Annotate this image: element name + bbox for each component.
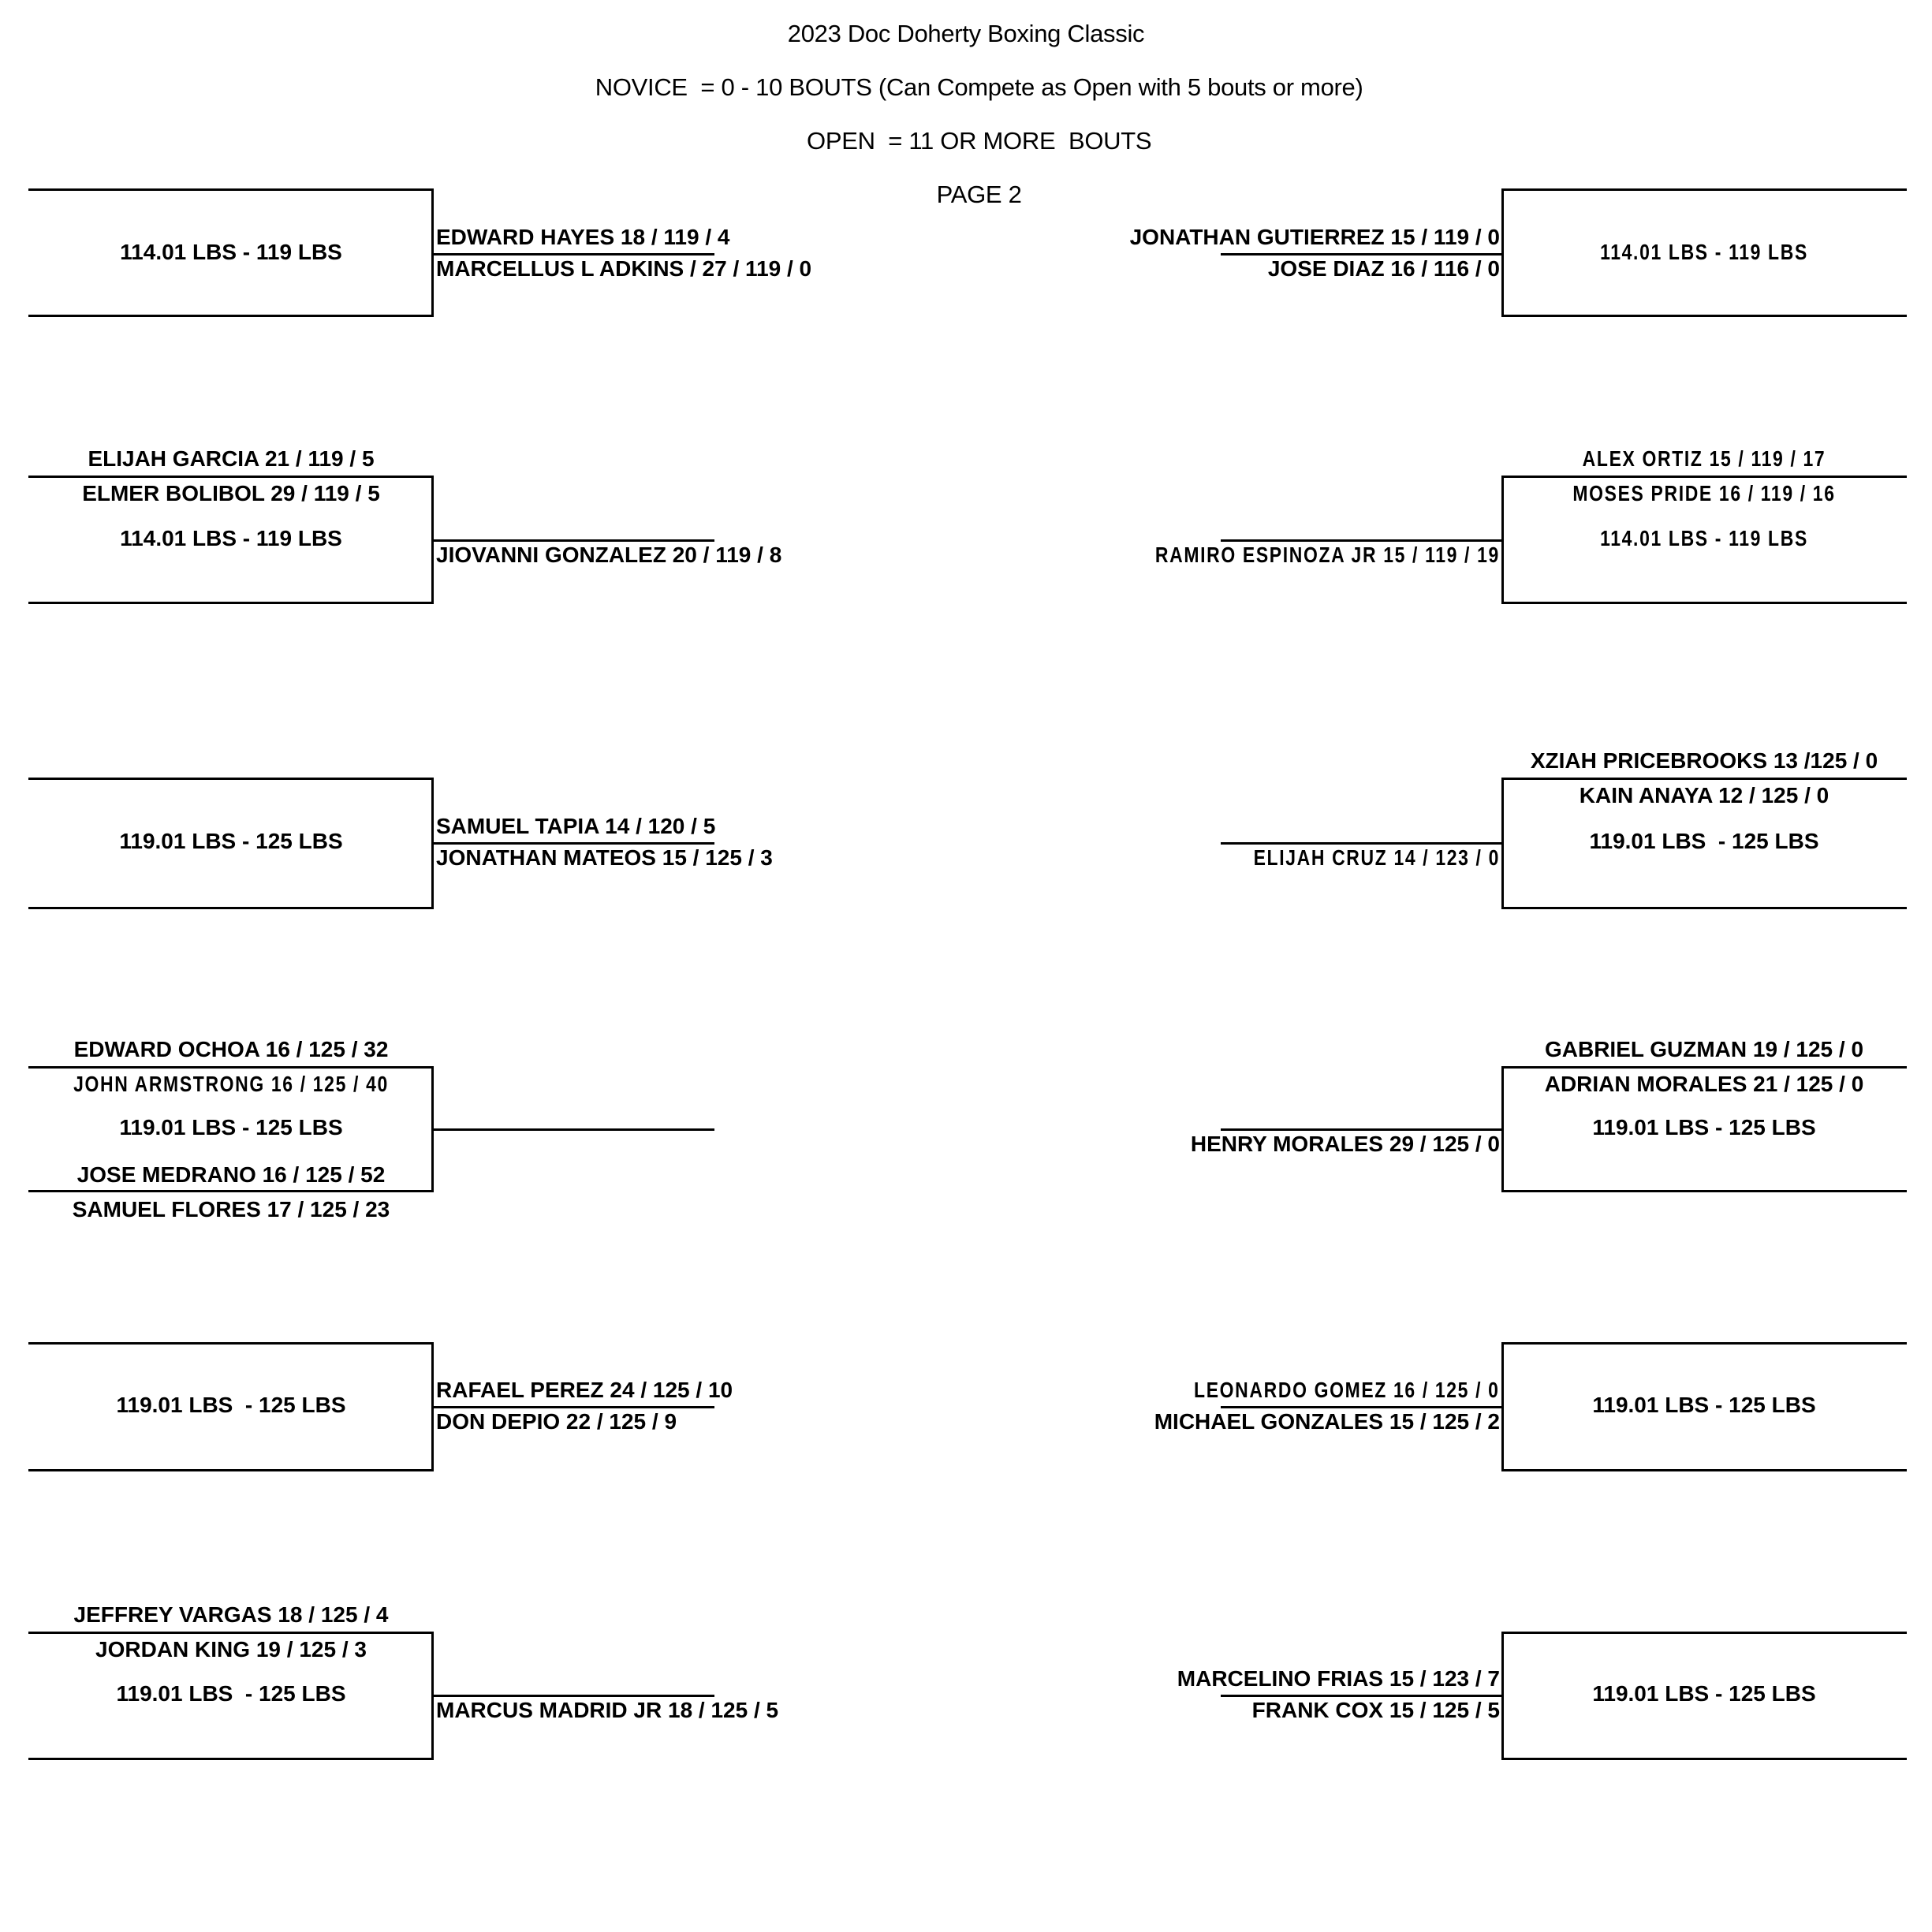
bracket-line-r3 (1221, 842, 1501, 845)
boxer-name-l2-above: ELIJAH GARCIA 21 / 119 / 5 (88, 446, 375, 471)
boxer-name-l2-winner: JIOVANNI GONZALEZ 20 / 119 / 8 (436, 543, 782, 567)
boxer-name-r1-top: JONATHAN GUTIERREZ 15 / 119 / 0 (1129, 225, 1500, 249)
boxer-name-l3-bottom: JONATHAN MATEOS 15 / 125 / 3 (436, 845, 773, 870)
novice-rule-text: NOVICE = 0 - 10 BOUTS (Can Compete as Open with 5 bouts or more) (595, 73, 1363, 101)
boxer-name-r2-winner: RAMIRO ESPINOZA JR 15 / 119 / 19 (1155, 543, 1500, 567)
boxer-name-r6-bottom: FRANK COX 15 / 125 / 5 (1251, 1698, 1500, 1722)
boxer-name-l3-top: SAMUEL TAPIA 14 / 120 / 5 (436, 814, 716, 838)
boxer-name-l4-above: EDWARD OCHOA 16 / 125 / 32 (73, 1037, 389, 1061)
weight-label-l3: 119.01 LBS - 125 LBS (119, 829, 343, 853)
weight-label-l2: 114.01 LBS - 119 LBS (120, 526, 342, 550)
bracket-line-l1 (434, 253, 714, 255)
event-title: 2023 Doc Doherty Boxing Classic (787, 20, 1145, 47)
boxer-name-r3-above: XZIAH PRICEBROOKS 13 /125 / 0 (1530, 748, 1878, 773)
weight-label-r5: 119.01 LBS - 125 LBS (1592, 1393, 1816, 1417)
boxer-name-r5-top: LEONARDO GOMEZ 16 / 125 / 0 (1194, 1378, 1500, 1402)
bracket-line-l2 (434, 539, 714, 542)
boxer-name-l4-below: SAMUEL FLORES 17 / 125 / 23 (72, 1197, 390, 1221)
weight-label-l4: 119.01 LBS - 125 LBS (119, 1115, 343, 1139)
boxer-name-l4-inside: JOHN ARMSTRONG 16 / 125 / 40 (73, 1072, 389, 1096)
bracket-line-r2 (1221, 539, 1501, 542)
bracket-line-r5 (1221, 1406, 1501, 1408)
boxer-name-r1-bottom: JOSE DIAZ 16 / 116 / 0 (1267, 256, 1500, 281)
weight-label-r3: 119.01 LBS - 125 LBS (1589, 829, 1819, 853)
page-number: PAGE 2 (936, 181, 1022, 208)
boxer-name-l6-above: JEFFREY VARGAS 18 / 125 / 4 (73, 1602, 389, 1627)
boxer-name-l4-inside-bottom: JOSE MEDRANO 16 / 125 / 52 (76, 1162, 386, 1187)
boxer-name-r4-above: GABRIEL GUZMAN 19 / 125 / 0 (1544, 1037, 1864, 1061)
weight-label-r1: 114.01 LBS - 119 LBS (1600, 240, 1808, 264)
boxer-name-r4-winner: HENRY MORALES 29 / 125 / 0 (1190, 1132, 1500, 1156)
bracket-line-l5 (434, 1406, 714, 1408)
boxer-name-r3-inside: KAIN ANAYA 12 / 125 / 0 (1579, 783, 1829, 807)
weight-label-r2: 114.01 LBS - 119 LBS (1600, 526, 1808, 550)
bracket-line-l6 (434, 1695, 714, 1697)
bracket-line-l3 (434, 842, 714, 845)
boxer-name-l5-top: RAFAEL PEREZ 24 / 125 / 10 (436, 1378, 733, 1402)
boxer-name-l6-winner: MARCUS MADRID JR 18 / 125 / 5 (436, 1698, 779, 1722)
open-rule-text: OPEN = 11 OR MORE BOUTS (807, 127, 1152, 155)
boxer-name-l6-inside: JORDAN KING 19 / 125 / 3 (95, 1637, 367, 1662)
weight-label-r6: 119.01 LBS - 125 LBS (1592, 1681, 1816, 1706)
boxer-name-r2-above: ALEX ORTIZ 15 / 119 / 17 (1582, 446, 1826, 471)
boxer-name-l2-inside: ELMER BOLIBOL 29 / 119 / 5 (82, 481, 380, 505)
bracket-line-r1 (1221, 253, 1501, 255)
weight-label-l1: 114.01 LBS - 119 LBS (120, 240, 342, 264)
boxer-name-r2-inside: MOSES PRIDE 16 / 119 / 16 (1572, 481, 1836, 505)
boxer-name-r4-inside: ADRIAN MORALES 21 / 125 / 0 (1544, 1072, 1864, 1096)
boxer-name-l1-top: EDWARD HAYES 18 / 119 / 4 (436, 225, 730, 249)
bracket-line-l4 (434, 1128, 714, 1131)
boxer-name-r6-top: MARCELINO FRIAS 15 / 123 / 7 (1177, 1666, 1500, 1691)
weight-label-r4: 119.01 LBS - 125 LBS (1592, 1115, 1816, 1139)
bracket-line-r4 (1221, 1128, 1501, 1131)
weight-label-l5: 119.01 LBS - 125 LBS (116, 1393, 346, 1417)
bracket-line-r6 (1221, 1695, 1501, 1697)
boxer-name-l1-bottom: MARCELLUS L ADKINS / 27 / 119 / 0 (436, 256, 812, 281)
boxer-name-l5-bottom: DON DEPIO 22 / 125 / 9 (436, 1409, 677, 1434)
boxer-name-r5-bottom: MICHAEL GONZALES 15 / 125 / 2 (1154, 1409, 1500, 1434)
boxer-name-r3-winner: ELIJAH CRUZ 14 / 123 / 0 (1253, 845, 1500, 870)
weight-label-l6: 119.01 LBS - 125 LBS (116, 1681, 346, 1706)
